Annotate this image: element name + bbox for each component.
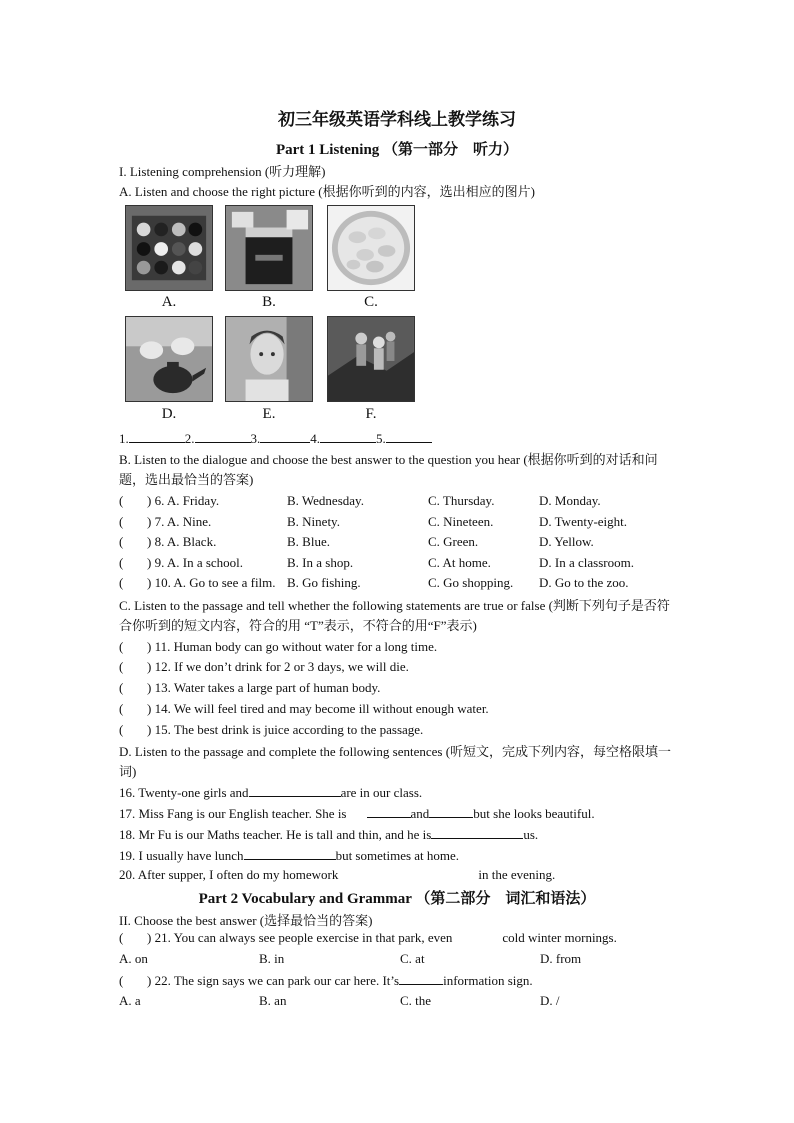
section-a-instruction: A. Listen and choose the right picture (根据你听到的内容，选出相应的图片) — [119, 184, 535, 199]
q6: ( ) 6. A. Friday. — [119, 493, 220, 508]
q10-option-c[interactable]: C. Go shopping. — [428, 575, 514, 590]
q9-option-c[interactable]: C. At home. — [428, 555, 491, 570]
q8-option-b[interactable]: B. Blue. — [287, 534, 330, 549]
part2-heading: Part 2 Vocabulary and Grammar （第二部分 词汇和语法） — [198, 891, 596, 907]
q21-option-a[interactable]: A. on — [119, 951, 148, 966]
blank-16[interactable] — [249, 784, 341, 797]
q6-option-b[interactable]: B. Wednesday. — [287, 493, 364, 508]
q14: ( ) 14. We will feel tired and may become ill without enough water. — [119, 701, 489, 716]
q9-option-b[interactable]: B. In a shop. — [287, 555, 354, 570]
teapot-icon — [125, 316, 213, 402]
blank-19[interactable] — [244, 847, 336, 860]
part1-heading: Part 1 Listening （第一部分 听力） — [275, 142, 519, 158]
hikers-icon — [327, 316, 415, 402]
blank-2[interactable] — [195, 430, 251, 443]
q8-option-d[interactable]: D. Yellow. — [539, 534, 594, 549]
q13: ( ) 13. Water takes a large part of human body. — [119, 680, 381, 695]
blank-3[interactable] — [260, 430, 310, 443]
q22: ( ) 22. The sign says we can park our car here. It’s information sign. — [119, 973, 533, 988]
answer-line-1-5: 1. 2. 3. 4. 5. — [119, 430, 432, 447]
picture-label-d: D. — [161, 406, 177, 422]
q9-option-d[interactable]: D. In a classroom. — [539, 555, 634, 570]
q22-option-d[interactable]: D. / — [540, 993, 560, 1008]
q7-option-c[interactable]: C. Nineteen. — [428, 514, 494, 529]
page-title: 初三年级英语学科线上教学练习 — [278, 110, 516, 129]
soda-cans-icon — [225, 205, 313, 291]
q16: 16. Twenty-one girls and are in our class. — [119, 785, 423, 800]
q10: ( ) 10. A. Go to see a film. — [119, 575, 276, 590]
picture-label-f: F. — [365, 406, 377, 422]
blank-18[interactable] — [431, 826, 523, 839]
q20: 20. After supper, I often do my homework in the evening. — [119, 867, 556, 882]
blank-5[interactable] — [386, 430, 432, 443]
section-d-instruction: D. Listen to the passage and complete the following sentences (听短文，完成下列内容，每空格限填一词) — [119, 744, 672, 779]
blank-22[interactable] — [399, 972, 443, 985]
q7: ( ) 7. A. Nine. — [119, 514, 212, 529]
q21-option-c[interactable]: C. at — [400, 951, 425, 966]
q10-option-d[interactable]: D. Go to the zoo. — [539, 575, 629, 590]
q8-option-c[interactable]: C. Green. — [428, 534, 479, 549]
q21-option-b[interactable]: B. in — [259, 951, 285, 966]
picture-label-a: A. — [161, 294, 177, 310]
blank-4[interactable] — [320, 430, 376, 443]
q6-option-d[interactable]: D. Monday. — [539, 493, 601, 508]
q21-option-d[interactable]: D. from — [540, 951, 582, 966]
q12: ( ) 12. If we don’t drink for 2 or 3 days, we will die. — [119, 659, 409, 674]
q7-option-d[interactable]: D. Twenty-eight. — [539, 514, 628, 529]
blank-1[interactable] — [129, 430, 185, 443]
q8: ( ) 8. A. Black. — [119, 534, 217, 549]
picture-label-c: C. — [364, 294, 378, 310]
section-c-instruction: C. Listen to the passage and tell whether the following statements are true or false (判断下列句子是否符合你听到的短文内容，符合的用 “T”表示，不符合的用“F”表示) — [119, 598, 670, 633]
q9: ( ) 9. A. In a school. — [119, 555, 244, 570]
dumplings-icon — [327, 205, 415, 291]
q19: 19. I usually have lunch but sometimes at home. — [119, 848, 460, 863]
picture-label-b: B. — [262, 294, 276, 310]
young-man-icon — [225, 316, 313, 402]
q10-option-b[interactable]: B. Go fishing. — [287, 575, 361, 590]
picture-label-e: E. — [262, 406, 276, 422]
blank-17a[interactable] — [367, 805, 411, 818]
q7-option-b[interactable]: B. Ninety. — [287, 514, 340, 529]
q11: ( ) 11. Human body can go without water for a long time. — [119, 639, 438, 654]
q22-option-b[interactable]: B. an — [259, 993, 287, 1008]
q18: 18. Mr Fu is our Maths teacher. He is tall and thin, and he is us. — [119, 827, 539, 842]
blank-17b[interactable] — [429, 805, 473, 818]
q22-option-a[interactable]: A. a — [119, 993, 141, 1008]
q6-option-c[interactable]: C. Thursday. — [428, 493, 495, 508]
q17: 17. Miss Fang is our English teacher. She is and but she looks beautiful. — [119, 806, 595, 821]
q21: ( ) 21. You can always see people exercise in that park, even cold winter mornings. — [119, 930, 617, 945]
section-1-heading: I. Listening comprehension (听力理解) — [119, 164, 326, 179]
chocolate-box-icon — [125, 205, 213, 291]
q15: ( ) 15. The best drink is juice according to the passage. — [119, 722, 424, 737]
section-2-heading: II. Choose the best answer (选择最恰当的答案) — [119, 913, 373, 928]
q22-option-c[interactable]: C. the — [400, 993, 432, 1008]
section-b-instruction: B. Listen to the dialogue and choose the best answer to the question you hear (根据你听到的对话和问题，选出最恰当的答案) — [119, 452, 658, 487]
